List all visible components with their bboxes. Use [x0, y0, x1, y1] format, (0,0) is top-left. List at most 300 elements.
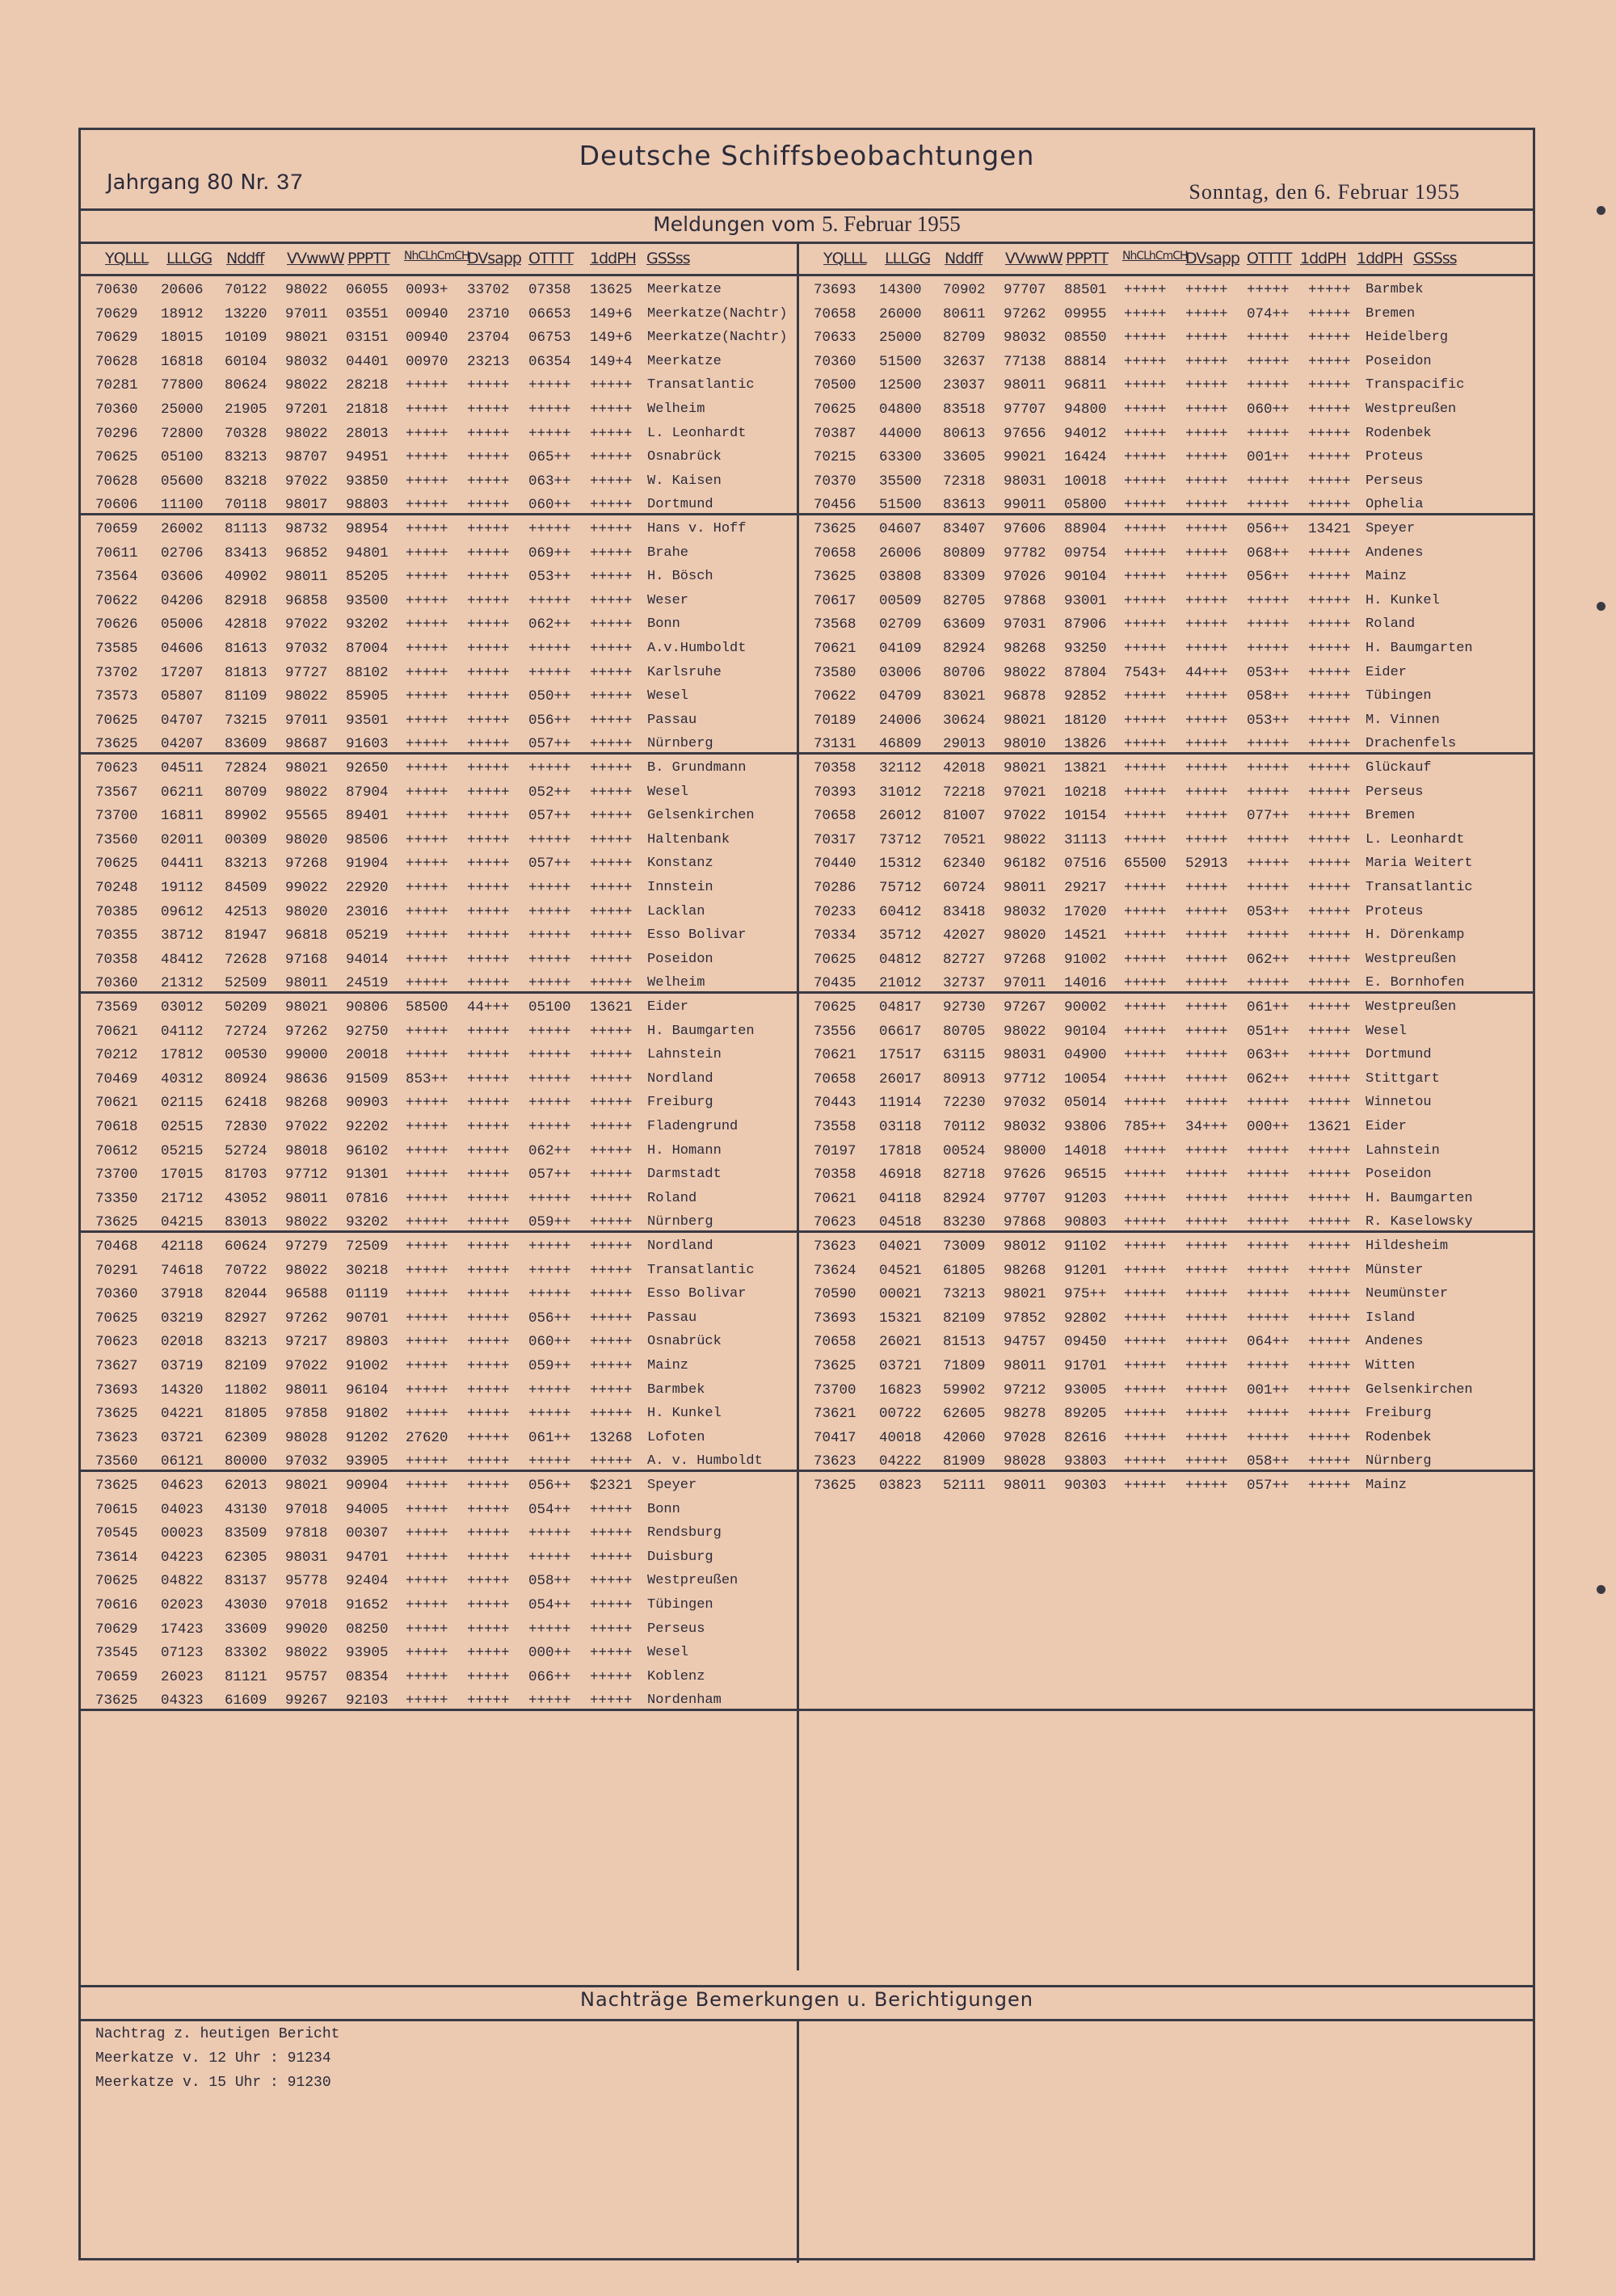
table-cell: 051++ — [1247, 1023, 1290, 1040]
table-cell: 000++ — [528, 1645, 571, 1662]
nachtrag-heading: Nachträge Bemerkungen u. Berichtigungen — [580, 1988, 1033, 2011]
table-cell: 42118 — [161, 1238, 204, 1255]
table-cell: 73625 — [95, 1406, 138, 1423]
table-cell: 98028 — [285, 1429, 328, 1446]
table-cell: 02706 — [161, 545, 204, 561]
table-cell: +++++ — [528, 521, 571, 537]
table-cell: 72824 — [225, 760, 267, 776]
table-cell: 97626 — [1004, 1167, 1046, 1184]
table-cell: 97606 — [1004, 521, 1046, 537]
table-cell: +++++ — [1124, 1167, 1167, 1184]
table-cell: 058++ — [1247, 1453, 1290, 1470]
ship-name: H. Bösch — [647, 569, 713, 585]
table-cell: 31012 — [879, 784, 922, 801]
table-cell: 09612 — [161, 903, 204, 920]
table-cell: 08354 — [346, 1668, 389, 1685]
table-cell: 70360 — [814, 353, 856, 370]
table-row — [81, 995, 792, 1019]
table-cell: +++++ — [467, 1453, 510, 1470]
table-cell: 70334 — [814, 927, 856, 944]
table-cell: +++++ — [528, 1549, 571, 1566]
table-cell: +++++ — [1247, 1310, 1290, 1327]
table-cell: 50209 — [225, 999, 267, 1016]
table-cell: 16811 — [161, 808, 204, 825]
table-cell: +++++ — [1185, 640, 1228, 657]
table-cell: +++++ — [528, 1190, 571, 1207]
table-cell: +++++ — [590, 808, 633, 825]
table-cell: 98011 — [285, 569, 328, 586]
table-cell: 04215 — [161, 1214, 204, 1231]
table-row — [799, 1258, 1510, 1282]
table-cell: 70618 — [95, 1118, 138, 1135]
table-cell: 06653 — [528, 305, 571, 322]
table-cell: 05014 — [1064, 1095, 1107, 1112]
table-cell: +++++ — [406, 1501, 448, 1518]
table-cell: +++++ — [406, 1668, 448, 1685]
table-cell: +++++ — [590, 927, 633, 944]
table-row — [81, 636, 792, 660]
table-cell: 77138 — [1004, 353, 1046, 370]
table-cell: 04812 — [879, 951, 922, 968]
ship-name: Transatlantic — [1366, 879, 1473, 895]
table-cell: 97262 — [285, 1310, 328, 1327]
table-cell: 94757 — [1004, 1334, 1046, 1351]
table-cell: 97868 — [1004, 1214, 1046, 1231]
table-cell: +++++ — [528, 1095, 571, 1112]
table-cell: 95565 — [285, 808, 328, 825]
ship-name: Dortmund — [1366, 1047, 1432, 1063]
table-cell: +++++ — [467, 951, 510, 968]
table-cell: +++++ — [1308, 1478, 1351, 1494]
table-cell: +++++ — [1124, 1070, 1167, 1087]
table-cell: 80709 — [225, 784, 267, 801]
table-cell: +++++ — [1247, 1214, 1290, 1231]
table-row — [799, 588, 1510, 612]
col-header: Nddff — [226, 250, 264, 267]
table-cell: 059++ — [528, 1214, 571, 1231]
ship-name: H. Dörenkamp — [1366, 927, 1465, 944]
table-cell: 97707 — [1004, 401, 1046, 418]
table-cell: +++++ — [467, 1310, 510, 1327]
table-cell: +++++ — [406, 425, 448, 442]
table-cell: +++++ — [1247, 927, 1290, 944]
col-header: VVwwW — [1005, 250, 1063, 267]
table-cell: 91301 — [346, 1167, 389, 1184]
table-cell: 04511 — [161, 760, 204, 776]
table-cell: 97727 — [285, 664, 328, 681]
table-cell: 21712 — [161, 1190, 204, 1207]
table-cell: +++++ — [1247, 497, 1290, 514]
table-cell: +++++ — [590, 1190, 633, 1207]
table-cell: 70658 — [814, 545, 856, 561]
table-row — [81, 1592, 792, 1617]
ship-name: Neumünster — [1366, 1286, 1449, 1302]
table-cell: +++++ — [1185, 1406, 1228, 1423]
table-row — [81, 1114, 792, 1138]
table-cell: 16424 — [1064, 449, 1107, 466]
table-cell: 97201 — [285, 401, 328, 418]
ship-name: Eider — [1366, 664, 1408, 680]
table-row — [799, 277, 1510, 301]
table-cell: 35712 — [879, 927, 922, 944]
table-cell: +++++ — [406, 784, 448, 801]
table-cell: 93005 — [1064, 1381, 1107, 1398]
ship-name: Passau — [647, 1310, 697, 1326]
table-cell: 93250 — [1064, 640, 1107, 657]
table-cell: 70590 — [814, 1286, 856, 1303]
table-cell: 28013 — [346, 425, 389, 442]
table-cell: +++++ — [467, 688, 510, 705]
table-cell: +++++ — [406, 1214, 448, 1231]
table-cell: 97022 — [285, 1357, 328, 1374]
table-cell: 00722 — [879, 1406, 922, 1423]
table-row — [799, 1114, 1510, 1138]
table-cell: 98021 — [285, 1478, 328, 1494]
ship-name: Haltenbank — [647, 831, 730, 847]
table-cell: +++++ — [1124, 999, 1167, 1016]
table-cell: 97212 — [1004, 1381, 1046, 1398]
table-cell: 70358 — [814, 760, 856, 776]
ship-name: Proteus — [1366, 903, 1424, 919]
table-cell: +++++ — [590, 1453, 633, 1470]
table-cell: 98028 — [1004, 1453, 1046, 1470]
table-cell: 70622 — [95, 592, 138, 609]
table-cell: +++++ — [1124, 1381, 1167, 1398]
table-cell: 13625 — [590, 282, 633, 298]
table-cell: +++++ — [1185, 951, 1228, 968]
table-cell: 98018 — [285, 1142, 328, 1159]
col-header: LLLGG — [166, 250, 213, 267]
table-cell: 7543+ — [1124, 664, 1167, 681]
table-cell: 09450 — [1064, 1334, 1107, 1351]
table-cell: +++++ — [406, 760, 448, 776]
table-cell: 70286 — [814, 879, 856, 896]
table-cell: +++++ — [1124, 712, 1167, 729]
table-cell: +++++ — [1124, 1190, 1167, 1207]
table-cell: +++++ — [467, 856, 510, 873]
table-cell: +++++ — [528, 1286, 571, 1303]
table-cell: +++++ — [1124, 330, 1167, 347]
table-cell: 04401 — [346, 353, 389, 370]
punch-hole-bottom — [1597, 1585, 1605, 1594]
col-header: PPPTT — [1066, 250, 1109, 267]
table-cell: +++++ — [1124, 1142, 1167, 1159]
table-cell: 63115 — [943, 1047, 986, 1064]
table-cell: 83213 — [225, 1334, 267, 1351]
table-cell: 13826 — [1064, 736, 1107, 753]
table-cell: 75712 — [879, 879, 922, 896]
table-cell: 06211 — [161, 784, 204, 801]
table-cell: +++++ — [467, 592, 510, 609]
table-cell: +++++ — [590, 1262, 633, 1279]
table-cell: +++++ — [1247, 377, 1290, 394]
table-cell: +++++ — [467, 784, 510, 801]
table-cell: 81007 — [943, 808, 986, 825]
table-cell: 0093+ — [406, 282, 448, 298]
table-cell: +++++ — [1185, 1429, 1228, 1446]
table-cell: +++++ — [406, 712, 448, 729]
ship-name: Westpreußen — [647, 1573, 739, 1589]
table-cell: 70626 — [95, 616, 138, 633]
table-cell: 98636 — [285, 1070, 328, 1087]
table-cell: 23213 — [467, 353, 510, 370]
table-cell: 52111 — [943, 1478, 986, 1494]
table-cell: 62418 — [225, 1095, 267, 1112]
table-cell: 16823 — [879, 1381, 922, 1398]
table-cell: +++++ — [590, 1118, 633, 1135]
table-cell: 70623 — [95, 1334, 138, 1351]
table-cell: 73693 — [814, 1310, 856, 1327]
table-cell: 70456 — [814, 497, 856, 514]
table-cell: +++++ — [1308, 1142, 1351, 1159]
table-cell: +++++ — [590, 760, 633, 776]
table-cell: 04606 — [161, 640, 204, 657]
table-cell: 02115 — [161, 1095, 204, 1112]
col-header: GSSss — [1413, 250, 1457, 267]
table-row — [799, 444, 1510, 469]
table-row — [799, 1281, 1510, 1306]
table-cell: 80000 — [225, 1453, 267, 1470]
table-cell: 10054 — [1064, 1070, 1107, 1087]
table-cell: 61805 — [943, 1262, 986, 1279]
ship-name: Wesel — [647, 784, 689, 800]
table-row — [81, 923, 792, 947]
ship-name: L. Leonhardt — [1366, 831, 1465, 847]
table-cell: +++++ — [467, 616, 510, 633]
table-cell: +++++ — [467, 1167, 510, 1184]
table-cell: 73625 — [95, 1214, 138, 1231]
table-cell: +++++ — [1124, 640, 1167, 657]
table-cell: +++++ — [1308, 784, 1351, 801]
table-cell: 91701 — [1064, 1357, 1107, 1374]
table-cell: 96515 — [1064, 1167, 1107, 1184]
table-cell: +++++ — [1185, 1453, 1228, 1470]
col-header: NhCLhCmCH — [1122, 250, 1188, 263]
table-cell: 05100 — [528, 999, 571, 1016]
table-row — [799, 660, 1510, 684]
table-cell: 70387 — [814, 425, 856, 442]
table-cell: +++++ — [1308, 808, 1351, 825]
col-header: 1ddPH — [590, 250, 636, 267]
table-cell: 70621 — [95, 1095, 138, 1112]
table-cell: +++++ — [1185, 616, 1228, 633]
table-row — [81, 1281, 792, 1306]
table-cell: 03721 — [161, 1429, 204, 1446]
table-cell: 70317 — [814, 831, 856, 848]
table-cell: 98017 — [285, 497, 328, 514]
ship-name: Lacklan — [647, 903, 705, 919]
table-cell: 05600 — [161, 473, 204, 490]
table-cell: 83021 — [943, 688, 986, 705]
ship-name: Duisburg — [647, 1549, 713, 1565]
table-cell: 89902 — [225, 808, 267, 825]
ship-name: Westpreußen — [1366, 951, 1457, 967]
table-cell: 70358 — [95, 951, 138, 968]
col-header: LLLGG — [885, 250, 931, 267]
table-cell: 00307 — [346, 1525, 389, 1542]
table-cell: 03551 — [346, 305, 389, 322]
table-cell: 70628 — [95, 473, 138, 490]
table-row — [81, 1520, 792, 1545]
table-cell: +++++ — [1124, 401, 1167, 418]
table-cell: 70360 — [95, 401, 138, 418]
table-cell: 80611 — [943, 305, 986, 322]
col-header: GSSss — [646, 250, 690, 267]
table-cell: 18912 — [161, 305, 204, 322]
table-cell: 97021 — [1004, 784, 1046, 801]
table-row — [81, 803, 792, 827]
table-cell: 98011 — [285, 1381, 328, 1398]
table-cell: 70628 — [95, 353, 138, 370]
table-cell: 81813 — [225, 664, 267, 681]
ship-name: L. Leonhardt — [647, 425, 747, 441]
table-cell: 98020 — [285, 903, 328, 920]
table-cell: 77800 — [161, 377, 204, 394]
table-row — [81, 612, 792, 636]
table-cell: +++++ — [1124, 1047, 1167, 1064]
table-row — [799, 827, 1510, 852]
table-cell: 70629 — [95, 305, 138, 322]
column-header-right — [799, 243, 1535, 274]
table-cell: 98687 — [285, 736, 328, 753]
table-cell: 21012 — [879, 975, 922, 992]
table-cell: 70443 — [814, 1095, 856, 1112]
table-cell: +++++ — [590, 1596, 633, 1613]
table-cell: 06121 — [161, 1453, 204, 1470]
table-cell: +++++ — [1185, 521, 1228, 537]
ship-name: Proteus — [1366, 449, 1424, 465]
table-cell: 70623 — [814, 1214, 856, 1231]
table-cell: 70658 — [814, 305, 856, 322]
table-row — [799, 755, 1510, 780]
table-cell: 72509 — [346, 1238, 389, 1255]
table-cell: 70358 — [814, 1167, 856, 1184]
table-cell: 99020 — [285, 1621, 328, 1638]
table-row — [81, 1377, 792, 1402]
table-cell: 83218 — [225, 473, 267, 490]
table-cell: 83230 — [943, 1214, 986, 1231]
table-row — [799, 1401, 1510, 1425]
table-cell: 70393 — [814, 784, 856, 801]
table-cell: +++++ — [1247, 616, 1290, 633]
table-cell: 70658 — [814, 1070, 856, 1087]
table-cell: 93803 — [1064, 1453, 1107, 1470]
table-cell: 98022 — [285, 1262, 328, 1279]
table-cell: 21905 — [225, 401, 267, 418]
table-cell: 10218 — [1064, 784, 1107, 801]
nachtrag-notes — [95, 2022, 339, 2095]
table-cell: 93501 — [346, 712, 389, 729]
table-cell: +++++ — [1247, 353, 1290, 370]
table-cell: 90803 — [1064, 1214, 1107, 1231]
table-cell: +++++ — [1247, 330, 1290, 347]
ship-name: Esso Bolivar — [647, 1286, 747, 1302]
table-cell: +++++ — [1185, 975, 1228, 992]
table-cell: 43052 — [225, 1190, 267, 1207]
table-cell: 91002 — [346, 1357, 389, 1374]
table-row — [799, 469, 1510, 493]
table-cell: +++++ — [590, 640, 633, 657]
table-cell: +++++ — [1185, 1214, 1228, 1231]
table-cell: +++++ — [1124, 784, 1167, 801]
table-cell: +++++ — [590, 975, 633, 992]
table-cell: 16818 — [161, 353, 204, 370]
table-cell: +++++ — [1308, 282, 1351, 298]
table-cell: 21312 — [161, 975, 204, 992]
table-cell: 98021 — [285, 760, 328, 776]
table-cell: +++++ — [1247, 736, 1290, 753]
right-block — [799, 277, 1510, 516]
table-cell: 70545 — [95, 1525, 138, 1542]
table-cell: 70621 — [814, 1190, 856, 1207]
table-cell: 04118 — [879, 1190, 922, 1207]
ship-name: Lahnstein — [1366, 1142, 1440, 1159]
table-cell: 43030 — [225, 1596, 267, 1613]
table-cell: 62013 — [225, 1478, 267, 1494]
table-cell: +++++ — [1308, 449, 1351, 466]
table-cell: 98021 — [285, 330, 328, 347]
table-row — [799, 1186, 1510, 1210]
ship-name: Tübingen — [1366, 688, 1432, 704]
table-cell: +++++ — [1308, 377, 1351, 394]
table-cell: +++++ — [1308, 1453, 1351, 1470]
table-cell: 80913 — [943, 1070, 986, 1087]
table-cell: +++++ — [1124, 1286, 1167, 1303]
table-cell: 81947 — [225, 927, 267, 944]
ship-name: Nürnberg — [1366, 1453, 1432, 1470]
table-cell: +++++ — [467, 975, 510, 992]
table-cell: +++++ — [590, 1167, 633, 1184]
ship-name: Wesel — [647, 688, 689, 704]
table-cell: +++++ — [467, 1429, 510, 1446]
table-cell: +++++ — [467, 1668, 510, 1685]
table-cell: 72318 — [943, 473, 986, 490]
table-cell: 81513 — [943, 1334, 986, 1351]
table-cell: 58500 — [406, 999, 448, 1016]
table-row — [799, 516, 1510, 540]
table-cell: 064++ — [1247, 1334, 1290, 1351]
left-block — [81, 1234, 792, 1473]
table-cell: 70625 — [814, 999, 856, 1016]
block-divider — [81, 991, 1533, 994]
table-cell: 83213 — [225, 856, 267, 873]
table-cell: +++++ — [1124, 760, 1167, 776]
block-divider — [81, 1470, 1533, 1472]
table-cell: +++++ — [1185, 903, 1228, 920]
table-cell: +++++ — [590, 1525, 633, 1542]
table-cell: +++++ — [1308, 425, 1351, 442]
table-row — [799, 1473, 1510, 1497]
block-divider — [81, 513, 1533, 515]
table-cell: 97011 — [285, 712, 328, 729]
table-cell: 25000 — [161, 401, 204, 418]
table-cell: 99267 — [285, 1693, 328, 1709]
table-cell: +++++ — [406, 1549, 448, 1566]
table-cell: 04109 — [879, 640, 922, 657]
table-cell: 00530 — [225, 1047, 267, 1064]
table-cell: +++++ — [1247, 1142, 1290, 1159]
table-cell: 97032 — [285, 640, 328, 657]
table-cell: +++++ — [1308, 1167, 1351, 1184]
table-cell: 83137 — [225, 1573, 267, 1590]
ship-name: Meerkatze(Nachtr) — [647, 305, 788, 322]
table-cell: +++++ — [1308, 330, 1351, 347]
table-cell: +++++ — [1124, 1023, 1167, 1040]
table-cell: +++++ — [528, 1453, 571, 1470]
table-cell: 73625 — [814, 1357, 856, 1374]
table-cell: 001++ — [1247, 1381, 1290, 1398]
table-cell: +++++ — [467, 1262, 510, 1279]
